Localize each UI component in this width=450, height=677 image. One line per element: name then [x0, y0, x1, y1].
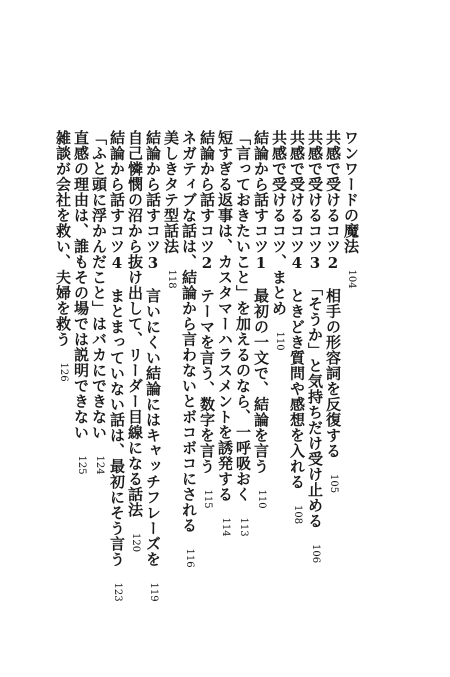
- toc-entry-page: 110: [274, 331, 285, 351]
- toc-entry: [51, 130, 75, 382]
- toc-entry-page: 113: [238, 517, 249, 537]
- toc-entry-title: 短すぎる返事は、カスタマーハラスメントを誘発する: [216, 130, 234, 502]
- toc-entry-page: 116: [184, 548, 195, 568]
- toc-entry-page: 108: [292, 505, 303, 525]
- toc-entry-page: 126: [58, 362, 69, 382]
- toc-entry-title: 直感の理由は、誰もその場では説明できない: [72, 130, 90, 440]
- toc-entry-page: 115: [202, 489, 213, 509]
- toc-entry-title: 共感で受けるコツ2 相手の形容詞を反復する: [324, 130, 342, 459]
- toc-entry-page: 124: [94, 455, 105, 475]
- toc-entry-page: 123: [112, 582, 123, 602]
- toc-entry-title: 雑談が会社を救い、夫婦を救う: [54, 130, 72, 347]
- toc-entry-title: 結論から話すコツ1 最初の一文で、結論を言う: [252, 130, 270, 474]
- toc-entry-title: 「ふと頭に浮かんだこと」はバカにできない: [90, 130, 108, 440]
- toc-entry-page: 114: [220, 517, 231, 537]
- toc-entry-title: 結論から話すコツ4 まとまっていない話は、最初にそう言う: [108, 130, 126, 567]
- toc-entry-title: 結論から話すコツ3 言いにくい結論にはキャッチフレーズを: [144, 130, 162, 567]
- toc-entry-page: 120: [130, 533, 141, 553]
- toc-entry-title: 共感で受けるコツ3 「そうか」と気持ちだけ受け止める: [306, 130, 324, 529]
- toc-entry-page: 118: [166, 269, 177, 289]
- toc-entry-title: ネガティブな話は、結論から言わないとボコボコにされる: [180, 130, 198, 533]
- toc-entry-page: 105: [328, 474, 339, 494]
- toc-entry-title: 「言っておきたいこと」を加えるのなら、一呼吸おく: [234, 130, 252, 502]
- toc-entry-page: 119: [148, 582, 159, 602]
- toc-entry-page: 106: [310, 544, 321, 564]
- toc-entry-title: 共感で受けるコツ、まとめ: [270, 130, 288, 316]
- toc-entry-title: ワンワードの魔法: [342, 130, 360, 254]
- toc-entry-page: 110: [256, 489, 267, 509]
- toc-entry-title: 美しきタテ型話法: [162, 130, 180, 254]
- toc-entry-title: 自己憐憫の沼から抜け出して、リーダー目線になる話法: [126, 130, 144, 518]
- toc-entry-title: 共感で受けるコツ4 ときどき質問や感想を入れる: [288, 130, 306, 490]
- toc-entry-page: 104: [346, 269, 357, 289]
- toc-entry-page: 125: [76, 455, 87, 475]
- toc-entry-title: 結論から話すコツ2 テーマを言う、数字を言う: [198, 130, 216, 474]
